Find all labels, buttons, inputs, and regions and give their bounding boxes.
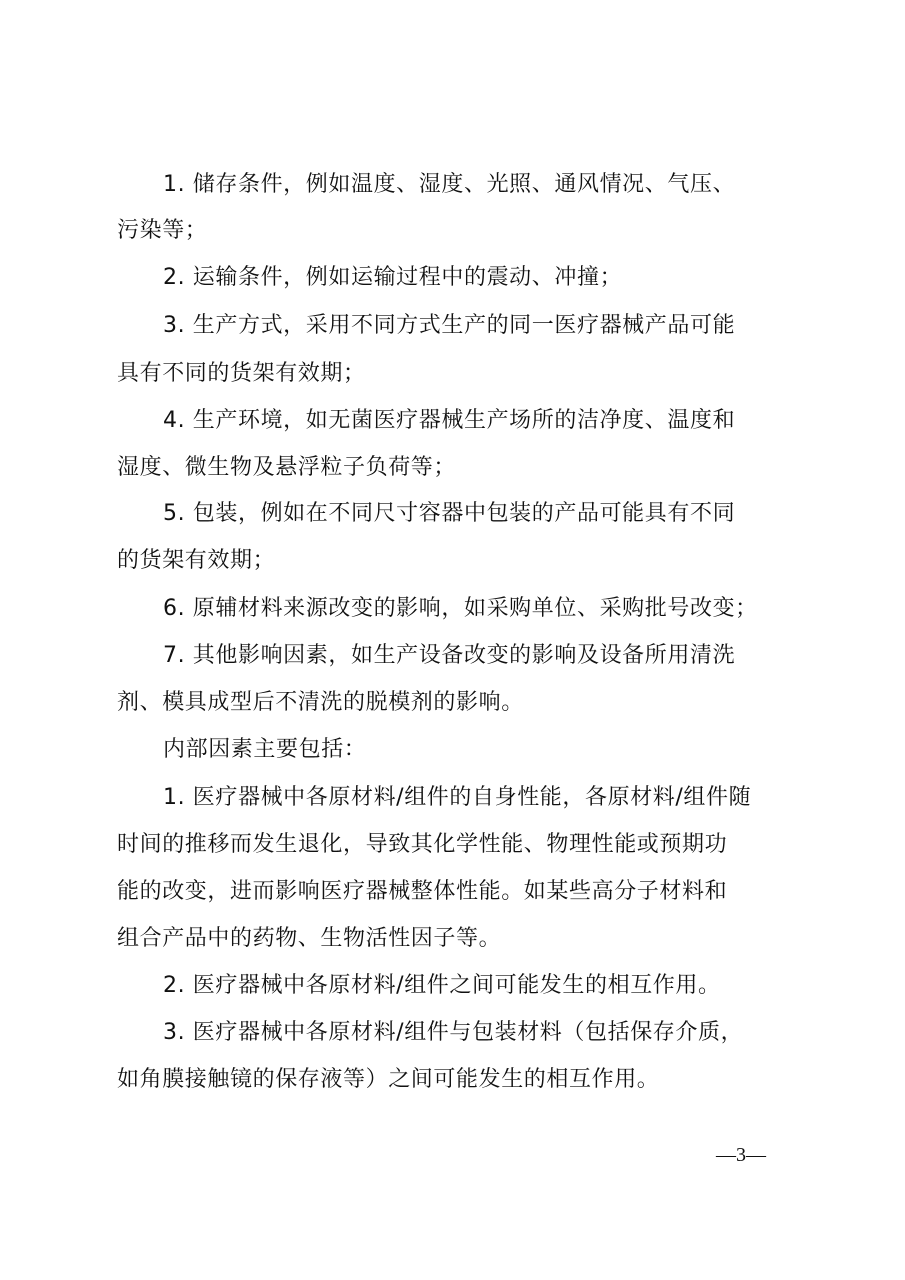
- text-line: 5. 包装，例如在不同尺寸容器中包装的产品可能具有不同: [163, 501, 736, 526]
- text-line: 如角膜接触镜的保存液等）之间可能发生的相互作用。: [117, 1067, 660, 1092]
- text-line: 2. 运输条件，例如运输过程中的震动、冲撞；: [163, 265, 623, 290]
- text-line: 2. 医疗器械中各原材料/组件之间可能发生的相互作用。: [163, 973, 721, 998]
- text-line: 湿度、微生物及悬浮粒子负荷等；: [117, 455, 457, 480]
- text-line: 1. 医疗器械中各原材料/组件的自身性能，各原材料/组件随: [163, 785, 752, 810]
- section-heading: 内部因素主要包括：: [163, 737, 367, 762]
- page-number: —3—: [716, 1144, 766, 1166]
- text-line: 时间的推移而发生退化，导致其化学性能、物理性能或预期功: [117, 832, 728, 857]
- text-line: 4. 生产环境，如无菌医疗器械生产场所的洁净度、温度和: [163, 408, 736, 433]
- text-line: 具有不同的货架有效期；: [117, 361, 366, 386]
- text-line: 组合产品中的药物、生物活性因子等。: [117, 926, 502, 951]
- text-line: 的货架有效期；: [117, 548, 276, 573]
- text-line: 污染等；: [117, 218, 208, 243]
- text-line: 6. 原辅材料来源改变的影响，如采购单位、采购批号改变；: [163, 596, 758, 621]
- text-line: 7. 其他影响因素，如生产设备改变的影响及设备所用清洗: [163, 643, 736, 668]
- text-line: 1. 储存条件，例如温度、湿度、光照、通风情况、气压、: [163, 172, 736, 197]
- text-line: 剂、模具成型后不清洗的脱模剂的影响。: [117, 690, 524, 715]
- text-line: 3. 医疗器械中各原材料/组件与包装材料（包括保存介质，: [163, 1020, 744, 1045]
- text-line: 能的改变，进而影响医疗器械整体性能。如某些高分子材料和: [117, 879, 728, 904]
- text-line: 3. 生产方式，采用不同方式生产的同一医疗器械产品可能: [163, 313, 736, 338]
